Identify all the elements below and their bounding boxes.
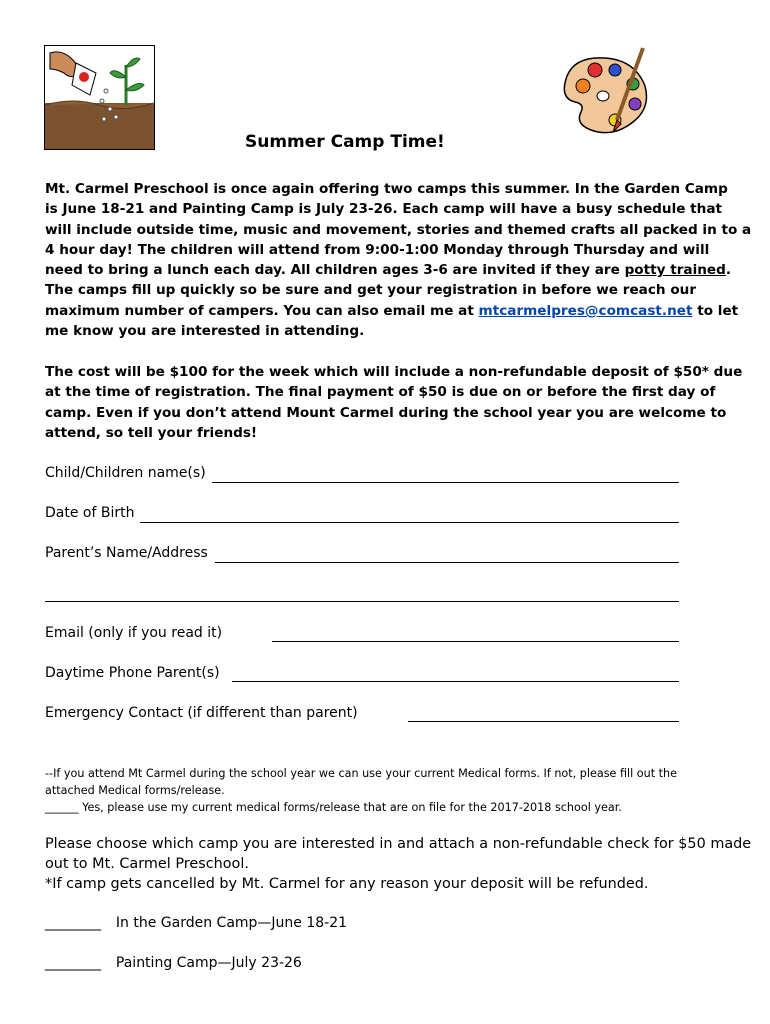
cost-line: attend, so tell your friends! (45, 424, 258, 441)
parent-name-address-label: Parent’s Name/Address (45, 545, 208, 561)
painting-camp-option (45, 955, 302, 971)
medical-consent-text: Yes, please use my current medical forms/release that are on file for the 2017-2018 school year. (78, 801, 622, 814)
medical-consent-blank[interactable]: ______ (45, 801, 79, 814)
cost-line: at the time of registration. The final payment of $50 is due on or before the first day of (45, 384, 716, 401)
intro-line: The camps fill up quickly so be sure and get your registration in before we reach our (45, 282, 697, 299)
garden-seed-planting-icon (44, 45, 155, 150)
garden-camp-label: In the Garden Camp—June 18-21 (115, 915, 348, 931)
intro-line: will include outside time, music and movement, stories and themed crafts all packed in to a (45, 221, 752, 238)
date-of-birth-label: Date of Birth (45, 505, 135, 521)
intro-line: me know you are interested in attending. (45, 323, 365, 340)
medical-consent-line (45, 799, 677, 816)
garden-camp-option (45, 915, 347, 931)
intro-text: . (725, 262, 732, 279)
intro-line: Mt. Carmel Preschool is once again offering two camps this summer. In the Garden Camp (45, 181, 728, 197)
email-label: Email (only if you read it) (45, 625, 223, 641)
garden-clipart (44, 45, 155, 150)
email-link[interactable]: mtcarmelpres@comcast.net (478, 302, 693, 319)
intro-line (45, 301, 765, 321)
cost-paragraph (45, 362, 765, 443)
child-name-label: Child/Children name(s) (45, 465, 206, 481)
emergency-contact-label: Emergency Contact (if different than parent) (45, 705, 358, 721)
medical-note-line: attached Medical forms/release. (45, 784, 225, 797)
cost-line: camp. Even if you don’t attend Mount Carmel during the school year you are welcome to (45, 404, 727, 421)
garden-camp-blank[interactable]: ________ (45, 915, 101, 931)
parent-name-address-field[interactable] (215, 562, 679, 563)
medical-note-line: --If you attend Mt Carmel during the school year we can use your current Medical forms. If not, please fill out the (45, 767, 678, 780)
intro-paragraph (45, 179, 765, 341)
intro-line (45, 260, 765, 280)
parent-address-second-line-field[interactable] (45, 601, 679, 602)
painting-camp-label: Painting Camp—July 23-26 (115, 955, 302, 971)
intro-line: is June 18-21 and Painting Camp is July 23-26. Each camp will have a busy schedule that (45, 201, 723, 218)
emergency-contact-field[interactable] (408, 721, 679, 722)
cost-line: The cost will be $100 for the week which will include a non-refundable deposit of $50* due (45, 364, 743, 380)
choose-camp-instructions (45, 834, 751, 894)
potty-trained-emphasis: potty trained (624, 262, 726, 279)
intro-text: maximum number of campers. You can also email me at (45, 302, 479, 319)
palette-clipart (555, 46, 655, 141)
intro-text: need to bring a lunch each day. All children ages 3-6 are invited if they are (45, 262, 625, 279)
painting-camp-blank[interactable]: ________ (45, 955, 101, 971)
email-field[interactable] (272, 641, 679, 642)
medical-note (45, 765, 677, 816)
paint-palette-icon (555, 46, 655, 141)
intro-text: to let (692, 302, 739, 319)
choose-camp-line: out to Mt. Carmel Preschool. (45, 856, 249, 872)
choose-camp-line: Please choose which camp you are interested in and attach a non-refundable check for $50 made (45, 836, 752, 852)
intro-line: 4 hour day! The children will attend from 9:00-1:00 Monday through Thursday and will (45, 241, 710, 258)
daytime-phone-label: Daytime Phone Parent(s) (45, 665, 220, 681)
child-name-field[interactable] (212, 482, 679, 483)
date-of-birth-field[interactable] (140, 522, 679, 523)
page-title: Summer Camp Time! (245, 132, 445, 152)
daytime-phone-field[interactable] (232, 681, 679, 682)
refund-note: *If camp gets cancelled by Mt. Carmel for any reason your deposit will be refunded. (45, 876, 649, 892)
